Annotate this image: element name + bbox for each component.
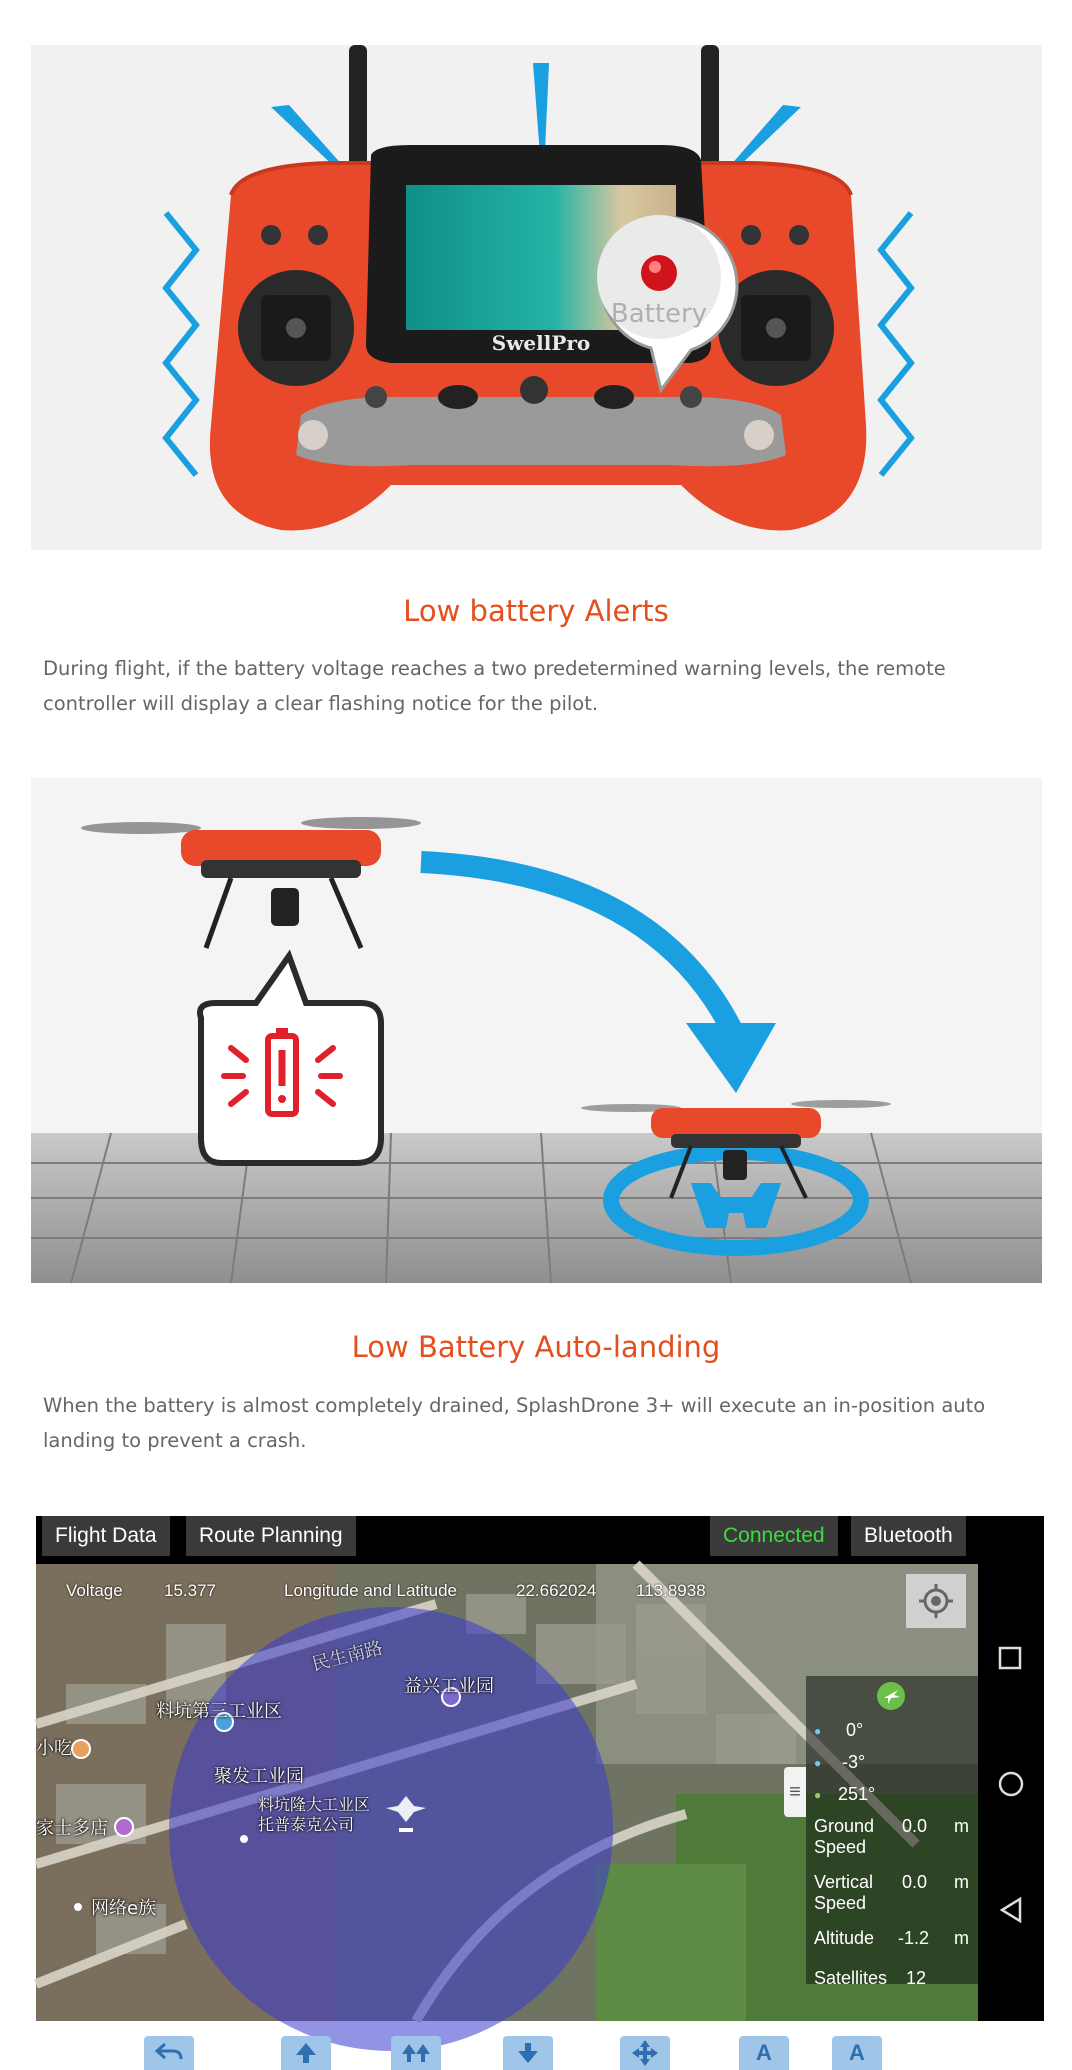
bluetooth-button[interactable]: Bluetooth (851, 1516, 966, 1556)
telemetry-panel (806, 1676, 978, 1988)
voltage-value: 15.377 (164, 1581, 216, 1600)
remote-controller-illustration (31, 45, 1042, 550)
roll-icon: ● (814, 1756, 822, 1770)
drawer-handle[interactable]: ≡ (784, 1767, 806, 1817)
map-label-park4: 料坑隆大工业区 (258, 1795, 371, 1814)
longitude-value: 113.8938 (636, 1581, 706, 1600)
ground-speed-value: 0.0 (902, 1816, 928, 1836)
voltage-label: Voltage (66, 1581, 123, 1600)
signal-zigzag-left (166, 213, 196, 475)
takeoff-button[interactable] (281, 2036, 331, 2070)
map-label-park1: 益兴工业园 (404, 1676, 494, 1697)
tab-route-planning[interactable]: Route Planning (186, 1516, 356, 1556)
ground-speed-label: Ground Speed (814, 1816, 875, 1857)
signal-zigzag-right (881, 213, 911, 475)
lonlat-label: Longitude and Latitude (284, 1581, 457, 1600)
home-icon[interactable] (997, 1770, 1025, 1798)
four-way-arrow-icon (631, 2039, 659, 2067)
heading-value: 251° (838, 1784, 876, 1804)
hover-button[interactable] (620, 2036, 670, 2070)
battery-callout-label: Battery (610, 299, 708, 329)
section-description-auto-landing: When the battery is almost completely drained, SplashDrone 3+ will execute an in-position auto landing to prevent a crash. (43, 1394, 986, 1452)
auto-landing-illustration (31, 778, 1042, 1283)
map-label-park2: 料坑第三工业区 (156, 1701, 282, 1722)
satellite-map[interactable] (36, 1564, 978, 2065)
return-arrow-icon (155, 2042, 183, 2064)
land-button[interactable] (503, 2036, 553, 2070)
ground-speed-unit: m (954, 1816, 969, 1836)
latitude-value: 22.662024 (516, 1581, 597, 1600)
vertical-speed-label: Vertical Speed (814, 1872, 874, 1913)
satellites-label: Satellites (814, 1968, 888, 1988)
controller-hero-image (31, 45, 1042, 550)
back-icon[interactable] (998, 1896, 1024, 1924)
map-label-road: 民生南路 (309, 1637, 385, 1676)
crosshair-icon (919, 1584, 953, 1618)
android-nav-bar (978, 1516, 1044, 2021)
app-screenshot (36, 1516, 1044, 2065)
locate-button[interactable] (906, 1574, 966, 1628)
connection-status: Connected (710, 1516, 838, 1556)
section-title-auto-landing: Low Battery Auto-landing (351, 1330, 721, 1364)
satellites-row (806, 1964, 978, 1988)
roll-value: -3° (842, 1752, 866, 1772)
vertical-speed-value: 0.0 (902, 1872, 928, 1892)
heading-icon: ● (814, 1788, 822, 1802)
auto-landing-hero-image (31, 778, 1042, 1283)
altitude-value: -1.2 (898, 1928, 930, 1948)
double-arrow-up-icon (401, 2042, 431, 2064)
altitude-unit: m (954, 1928, 969, 1948)
mode-a-button-2[interactable]: A (832, 2036, 882, 2070)
section-description-alerts: During flight, if the battery voltage reaches a two predetermined warning levels, the remote controller will display a clear flashing notice for the pilot. (43, 657, 946, 715)
arrow-down-icon (516, 2041, 540, 2065)
ascend-button[interactable] (391, 2036, 441, 2070)
brand-logo: SwellPro (491, 331, 591, 355)
return-home-button[interactable] (144, 2036, 194, 2070)
tab-flight-data[interactable]: Flight Data (42, 1516, 170, 1556)
map-label-shop1: 小吃 (36, 1738, 72, 1759)
arrow-up-icon (294, 2041, 318, 2065)
map-label-park3: 聚发工业园 (214, 1766, 304, 1787)
recent-apps-icon[interactable] (998, 1646, 1024, 1672)
pitch-value: 0° (846, 1720, 864, 1740)
map-label-shop3: 网络e族 (91, 1898, 157, 1919)
map-label-shop2: 家士多店 (36, 1818, 108, 1839)
altitude-label: Altitude (814, 1928, 875, 1948)
vertical-speed-unit: m (954, 1872, 969, 1892)
map-label-company: 托普泰克公司 (258, 1815, 355, 1834)
section-title-low-battery-alerts: Low battery Alerts (403, 594, 669, 628)
pitch-icon: ● (814, 1724, 822, 1738)
mode-a-button-1[interactable]: A (739, 2036, 789, 2070)
satellites-value: 12 (906, 1968, 927, 1988)
aircraft-icon (876, 1681, 906, 1711)
